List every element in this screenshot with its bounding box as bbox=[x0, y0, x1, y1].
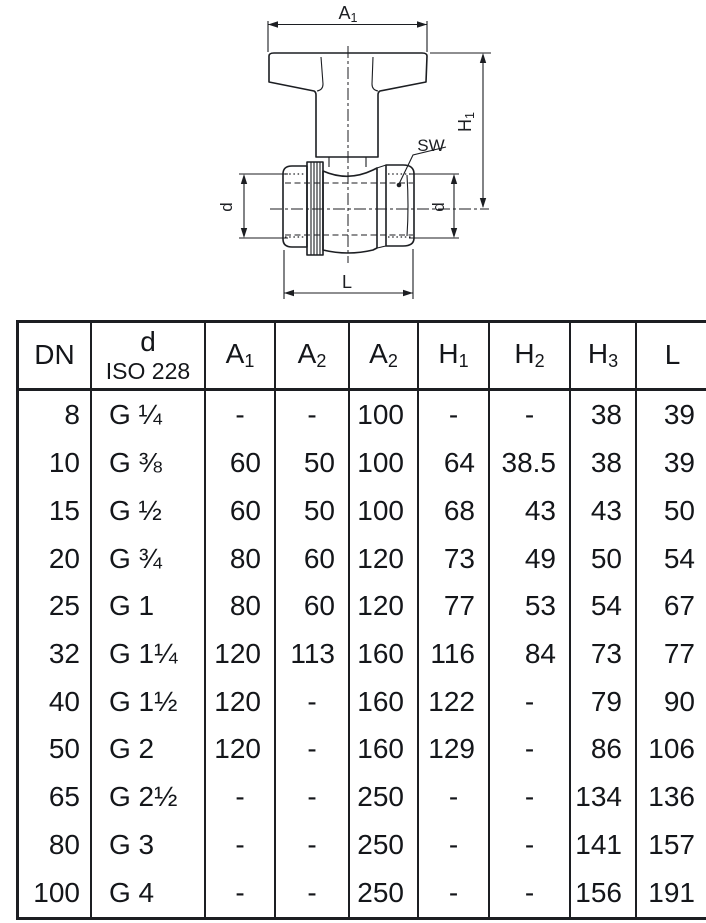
table-cell: 20 bbox=[48, 542, 80, 574]
table-cell: - bbox=[275, 390, 349, 440]
table-cell: - bbox=[489, 868, 570, 918]
table-cell: 32 bbox=[48, 637, 80, 669]
sw-callout bbox=[397, 136, 446, 187]
table-cell: - bbox=[418, 868, 489, 918]
table-cell: G ¼ bbox=[91, 390, 205, 440]
table-cell: 113 bbox=[275, 630, 349, 678]
table-cell: 250 bbox=[349, 821, 418, 869]
table-cell: G 2 bbox=[91, 725, 205, 773]
table-cell: 80 bbox=[48, 828, 80, 860]
table-cell: 157 bbox=[636, 821, 706, 869]
table-cell: 68 bbox=[418, 487, 489, 535]
table-cell: - bbox=[489, 678, 570, 726]
table-cell: G 1¼ bbox=[91, 630, 205, 678]
table-cell: 67 bbox=[636, 582, 706, 630]
table-cell: 39 bbox=[636, 439, 706, 487]
table-cell: 120 bbox=[349, 535, 418, 583]
dim-label-d-left: d bbox=[217, 202, 236, 212]
column-header: L bbox=[636, 322, 706, 390]
table-cell: 100 bbox=[349, 487, 418, 535]
table-cell: 8 bbox=[64, 399, 80, 431]
dim-label-a1: A1 bbox=[338, 3, 358, 25]
sw-label: SW bbox=[417, 136, 445, 155]
table-cell: G ⅜ bbox=[91, 439, 205, 487]
table-cell: 160 bbox=[349, 725, 418, 773]
table-row bbox=[18, 535, 706, 583]
table-cell: 65 bbox=[48, 780, 80, 812]
table-row bbox=[18, 487, 706, 535]
table-cell: - bbox=[418, 773, 489, 821]
table-row bbox=[18, 582, 706, 630]
table-cell: 50 bbox=[48, 733, 80, 765]
table-row bbox=[18, 439, 706, 487]
table-cell: 49 bbox=[489, 535, 570, 583]
dim-label-d-right: d bbox=[429, 202, 448, 212]
table-cell: 120 bbox=[349, 582, 418, 630]
column-header: d ISO 228 bbox=[91, 322, 205, 390]
table-cell: 64 bbox=[418, 439, 489, 487]
table-cell: - bbox=[205, 821, 275, 869]
table-cell: - bbox=[275, 678, 349, 726]
table-cell: G 1½ bbox=[91, 678, 205, 726]
column-header: A1 bbox=[205, 322, 275, 390]
table-cell: 106 bbox=[636, 725, 706, 773]
table-cell: - bbox=[275, 773, 349, 821]
table-cell: 50 bbox=[636, 487, 706, 535]
column-header: H2 bbox=[489, 322, 570, 390]
table-row bbox=[18, 773, 706, 821]
table-cell: 80 bbox=[205, 535, 275, 583]
column-header: A2 bbox=[275, 322, 349, 390]
table-row bbox=[18, 725, 706, 773]
table-row bbox=[18, 821, 706, 869]
table-cell: 120 bbox=[205, 678, 275, 726]
dimension-a1 bbox=[268, 3, 427, 52]
header-row bbox=[18, 322, 706, 390]
table-cell: 100 bbox=[349, 439, 418, 487]
dimension-d-left bbox=[217, 174, 288, 238]
table-cell: 25 bbox=[48, 590, 80, 622]
table-cell: 50 bbox=[275, 439, 349, 487]
table-cell: G 1 bbox=[91, 582, 205, 630]
table-cell: - bbox=[205, 390, 275, 440]
table-cell: 77 bbox=[418, 582, 489, 630]
table-cell: 250 bbox=[349, 773, 418, 821]
table-cell: G ¾ bbox=[91, 535, 205, 583]
table-cell: 10 bbox=[48, 447, 80, 479]
table-cell: 116 bbox=[418, 630, 489, 678]
dimension-table-head bbox=[18, 322, 706, 390]
table-row bbox=[18, 868, 706, 918]
table-cell: 38.5 bbox=[489, 439, 570, 487]
table-cell: 60 bbox=[275, 535, 349, 583]
dimension-table-body bbox=[18, 390, 706, 919]
table-cell: G 4 bbox=[91, 868, 205, 918]
table-cell: 84 bbox=[489, 630, 570, 678]
valve-technical-drawing bbox=[0, 0, 706, 318]
table-cell: 38 bbox=[570, 390, 636, 440]
table-cell: 90 bbox=[636, 678, 706, 726]
table-cell: - bbox=[489, 821, 570, 869]
table-cell: G 3 bbox=[91, 821, 205, 869]
table-cell: 250 bbox=[349, 868, 418, 918]
table-cell: 60 bbox=[205, 487, 275, 535]
dimension-d-right bbox=[409, 174, 459, 238]
table-cell: - bbox=[489, 773, 570, 821]
table-cell: 60 bbox=[275, 582, 349, 630]
column-header: A2 bbox=[349, 322, 418, 390]
column-header: DN bbox=[18, 322, 92, 390]
table-cell: G ½ bbox=[91, 487, 205, 535]
table-cell: - bbox=[418, 821, 489, 869]
table-cell: 53 bbox=[489, 582, 570, 630]
dim-label-h1: H1 bbox=[455, 112, 477, 132]
table-cell: 50 bbox=[275, 487, 349, 535]
table-cell: 39 bbox=[636, 390, 706, 440]
table-cell: 134 bbox=[570, 773, 636, 821]
table-cell: 15 bbox=[48, 494, 80, 526]
table-cell: 54 bbox=[570, 582, 636, 630]
table-row bbox=[18, 630, 706, 678]
column-header: H3 bbox=[570, 322, 636, 390]
table-cell: 120 bbox=[205, 725, 275, 773]
table-cell: - bbox=[205, 773, 275, 821]
table-cell: 100 bbox=[349, 390, 418, 440]
table-row bbox=[18, 678, 706, 726]
column-header: H1 bbox=[418, 322, 489, 390]
table-cell: 50 bbox=[570, 535, 636, 583]
table-cell: 86 bbox=[570, 725, 636, 773]
table-cell: - bbox=[275, 725, 349, 773]
table-cell: - bbox=[489, 390, 570, 440]
table-cell: - bbox=[275, 821, 349, 869]
table-cell: 156 bbox=[570, 868, 636, 918]
table-cell: 122 bbox=[418, 678, 489, 726]
table-cell: 60 bbox=[205, 439, 275, 487]
table-cell: 73 bbox=[570, 630, 636, 678]
table-cell: 160 bbox=[349, 630, 418, 678]
table-cell: - bbox=[418, 390, 489, 440]
table-cell: 77 bbox=[636, 630, 706, 678]
table-cell: 43 bbox=[570, 487, 636, 535]
table-cell: 100 bbox=[33, 876, 80, 908]
dim-label-l: L bbox=[341, 272, 353, 292]
table-cell: 40 bbox=[48, 685, 80, 717]
table-cell: 141 bbox=[570, 821, 636, 869]
table-cell: 79 bbox=[570, 678, 636, 726]
table-cell: 43 bbox=[489, 487, 570, 535]
dimension-table bbox=[16, 320, 706, 920]
table-row bbox=[18, 390, 706, 440]
table-cell: - bbox=[275, 868, 349, 918]
dimension-h1 bbox=[430, 53, 491, 208]
table-cell: 191 bbox=[636, 868, 706, 918]
table-cell: 38 bbox=[570, 439, 636, 487]
table-cell: 120 bbox=[205, 630, 275, 678]
hex-nut bbox=[386, 165, 414, 246]
table-cell: G 2½ bbox=[91, 773, 205, 821]
table-cell: 129 bbox=[418, 725, 489, 773]
table-cell: - bbox=[205, 868, 275, 918]
table-cell: - bbox=[489, 725, 570, 773]
table-cell: 80 bbox=[205, 582, 275, 630]
table-cell: 136 bbox=[636, 773, 706, 821]
table-cell: 73 bbox=[418, 535, 489, 583]
table-cell: 160 bbox=[349, 678, 418, 726]
table-cell: 54 bbox=[636, 535, 706, 583]
